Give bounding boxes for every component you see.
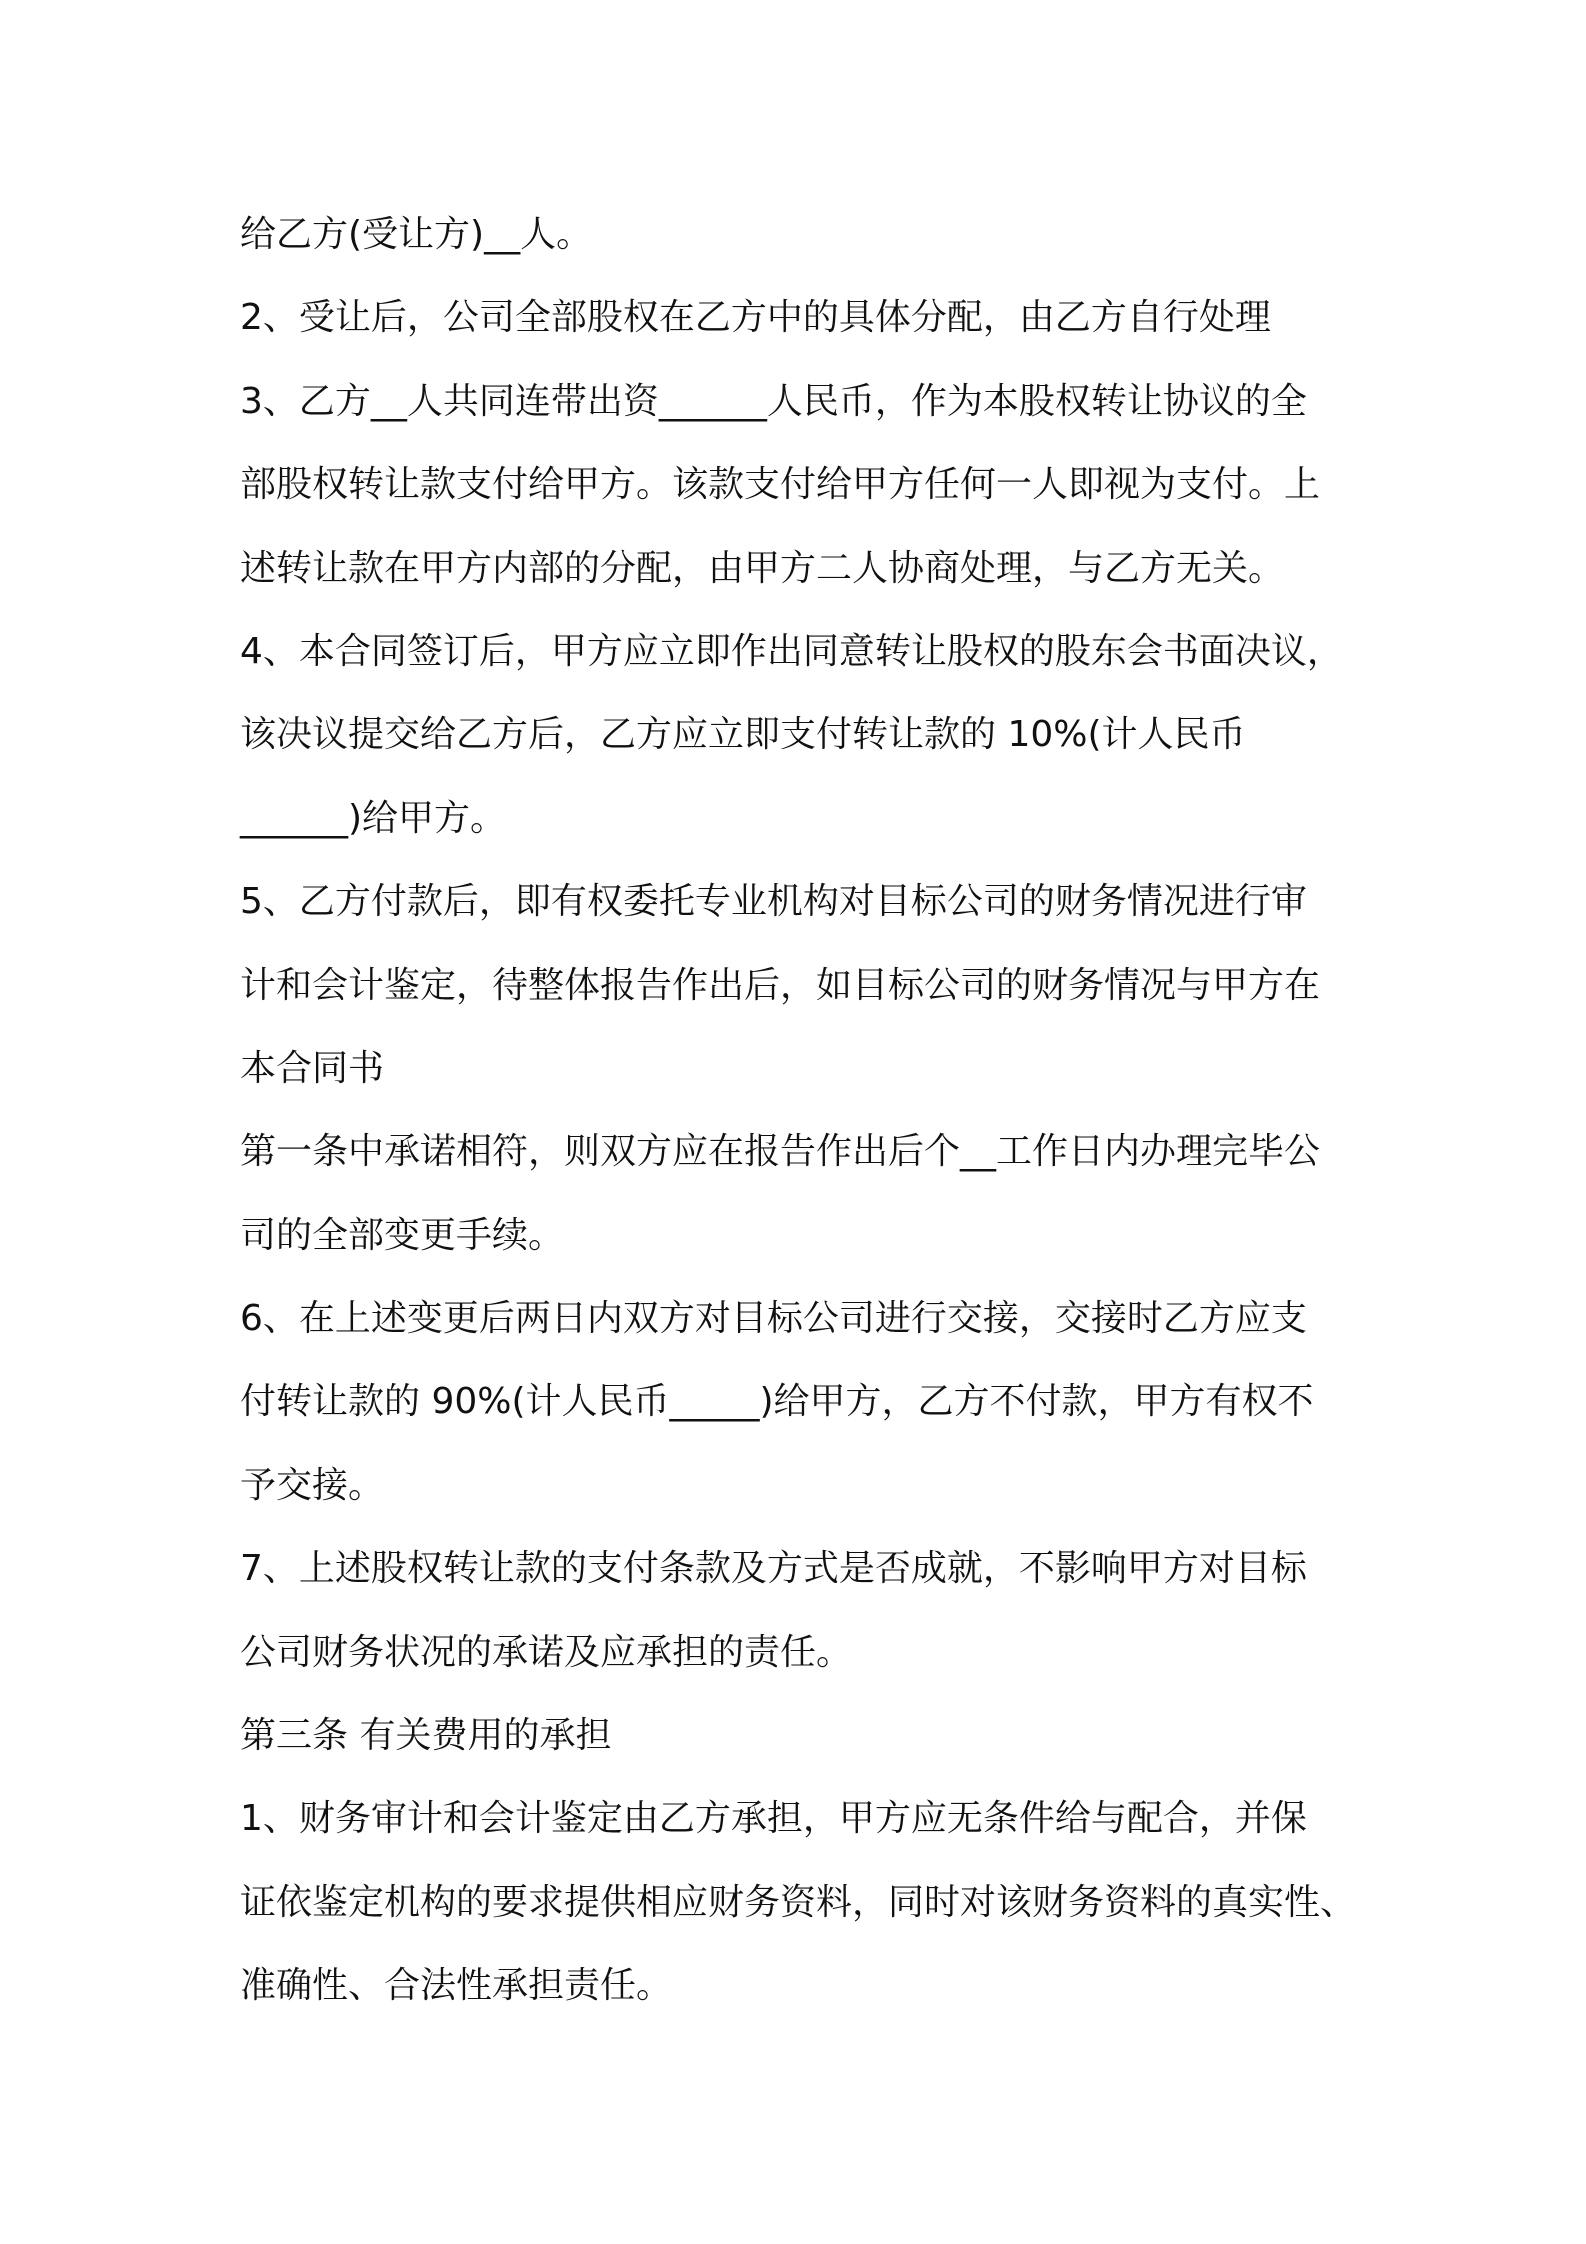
text-line: 计和会计鉴定，待整体报告作出后，如目标公司的财务情况与甲方在 [240, 964, 1321, 1006]
text-line: 公司财务状况的承诺及应承担的责任。 [240, 1631, 853, 1673]
text-line: 5、乙方付款后，即有权委托专业机构对目标公司的财务情况进行审 [240, 881, 1307, 923]
text-line: 2、受让后，公司全部股权在乙方中的具体分配，由乙方自行处理 [240, 297, 1271, 339]
text-line: 给乙方(受让方)__人。 [240, 214, 593, 255]
text-line: 4、本合同签订后，甲方应立即作出同意转让股权的股东会书面决议， [240, 630, 1343, 672]
text-line: 7、上述股权转让款的支付条款及方式是否成就，不影响甲方对目标 [240, 1548, 1307, 1590]
text-line: 准确性、合法性承担责任。 [240, 1965, 673, 2007]
text-line: 第一条中承诺相符，则双方应在报告作出后个__工作日内办理完毕公 [240, 1131, 1321, 1173]
text-line: 本合同书 [240, 1047, 385, 1089]
text-line: 部股权转让款支付给甲方。该款支付给甲方任何一人即视为支付。上 [240, 464, 1321, 506]
text-line: 述转让款在甲方内部的分配，由甲方二人协商处理，与乙方无关。 [240, 547, 1285, 589]
contract-body-text [240, 193, 1370, 2028]
text-line: 付转让款的 90%(计人民币_____)给甲方，乙方不付款，甲方有权不 [240, 1381, 1314, 1423]
text-line: 司的全部变更手续。 [240, 1214, 565, 1256]
text-line: 6、在上述变更后两日内双方对目标公司进行交接，交接时乙方应支 [240, 1298, 1307, 1340]
text-line: ______)给甲方。 [240, 797, 507, 839]
section-heading: 第三条 有关费用的承担 [240, 1715, 612, 1757]
text-line: 证依鉴定机构的要求提供相应财务资料，同时对该财务资料的真实性、 [240, 1881, 1357, 1923]
text-line: 该决议提交给乙方后，乙方应立即支付转让款的 10%(计人民币 [240, 714, 1246, 756]
text-line: 1、财务审计和会计鉴定由乙方承担，甲方应无条件给与配合，并保 [240, 1798, 1307, 1840]
text-line: 予交接。 [240, 1464, 385, 1506]
text-line: 3、乙方__人共同连带出资______人民币，作为本股权转让协议的全 [240, 380, 1307, 422]
